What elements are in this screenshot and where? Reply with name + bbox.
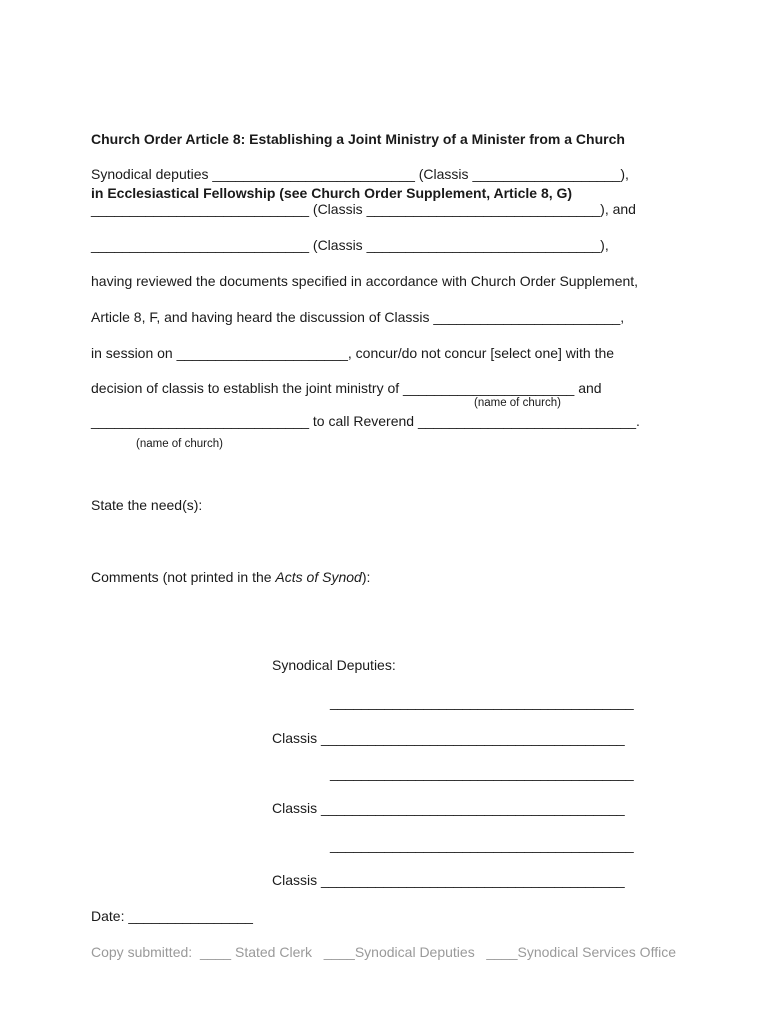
classis-label: Classis xyxy=(272,730,318,746)
synodical-deputies-option: ____Synodical Deputies xyxy=(323,944,475,960)
deputy-3-classis-blank[interactable]: ______________________________ xyxy=(366,237,601,253)
deputies-line-2 xyxy=(91,201,636,217)
classis-line-2[interactable]: _______________________________________ xyxy=(321,800,625,816)
call-reverend-line xyxy=(91,413,640,429)
church-2-blank[interactable]: ____________________________ xyxy=(91,413,310,429)
reviewed-line: having reviewed the documents specified in accordance with Church Order Supplement, xyxy=(91,273,639,289)
deputy-2-classis-blank[interactable]: ______________________________ xyxy=(366,201,601,217)
joint-ministry-line xyxy=(91,380,602,396)
date-blank[interactable]: ________________ xyxy=(128,908,253,924)
acts-of-synod-text: Acts of Synod xyxy=(275,569,362,585)
punctuation: ), xyxy=(620,166,629,182)
comments-label xyxy=(91,569,370,585)
classis-line-1[interactable]: _______________________________________ xyxy=(321,730,625,746)
concur-text: , concur/do not concur [select one] with the xyxy=(347,345,615,361)
signature-row-3-classis xyxy=(272,872,625,888)
classis-label: (Classis xyxy=(418,166,469,182)
form-title-line-2: in Ecclesiastical Fellowship (see Church Order Supplement, Article 8, G) xyxy=(91,185,573,201)
deputy-2-name-blank[interactable]: ____________________________ xyxy=(91,201,310,217)
date-row xyxy=(91,908,253,924)
reverend-name-blank[interactable]: ____________________________ xyxy=(417,413,636,429)
copy-submitted-footer xyxy=(91,944,676,960)
church-2-hint: (name of church) xyxy=(136,438,223,450)
stated-clerk-option: ____ Stated Clerk xyxy=(199,944,313,960)
punctuation: ), and xyxy=(600,201,636,217)
call-reverend-text: to call Reverend xyxy=(312,413,415,429)
form-title-line-1: Church Order Article 8: Establishing a Joint Ministry of a Minister from a Church xyxy=(91,131,625,147)
synodical-deputies-label: Synodical deputies xyxy=(91,166,209,182)
comments-prefix: Comments (not printed in the xyxy=(91,569,276,585)
signature-line-1[interactable]: _______________________________________ xyxy=(330,694,634,710)
state-needs-label: State the need(s): xyxy=(91,497,203,513)
classis-label: (Classis xyxy=(312,201,363,217)
church-1-hint: (name of church) xyxy=(474,397,561,409)
in-session-label: in session on xyxy=(91,345,173,361)
comments-suffix: ): xyxy=(361,569,371,585)
classis-label: (Classis xyxy=(312,237,363,253)
synodical-services-office-option: ____Synodical Services Office xyxy=(486,944,676,960)
signature-row-1-classis xyxy=(272,730,625,746)
copy-submitted-label: Copy submitted: xyxy=(91,944,193,960)
classis-discussion-blank[interactable]: ________________________ xyxy=(433,309,621,325)
signature-line-2[interactable]: _______________________________________ xyxy=(330,765,634,781)
classis-label: Classis xyxy=(272,872,318,888)
deputies-line-3 xyxy=(91,237,609,253)
deputies-line-1 xyxy=(91,166,629,182)
signature-row-2-classis xyxy=(272,800,625,816)
date-label: Date: xyxy=(91,908,125,924)
punctuation: ), xyxy=(600,237,609,253)
classis-label: Classis xyxy=(272,800,318,816)
deputy-1-name-blank[interactable]: __________________________ xyxy=(212,166,415,182)
joint-ministry-text: decision of classis to establish the joint ministry of xyxy=(91,380,400,396)
punctuation: , xyxy=(620,309,625,325)
discussion-line xyxy=(91,309,624,325)
synodical-deputies-heading: Synodical Deputies: xyxy=(272,657,396,673)
punctuation: . xyxy=(635,413,640,429)
deputy-1-classis-blank[interactable]: ___________________ xyxy=(472,166,621,182)
session-line xyxy=(91,345,614,361)
signature-line-3[interactable]: _______________________________________ xyxy=(330,837,634,853)
session-date-blank[interactable]: ______________________ xyxy=(176,345,348,361)
classis-line-3[interactable]: _______________________________________ xyxy=(321,872,625,888)
deputy-3-name-blank[interactable]: ____________________________ xyxy=(91,237,310,253)
and-text: and xyxy=(578,380,602,396)
church-1-blank[interactable]: ______________________ xyxy=(403,380,575,396)
discussion-text: Article 8, F, and having heard the discussion of Classis xyxy=(91,309,430,325)
